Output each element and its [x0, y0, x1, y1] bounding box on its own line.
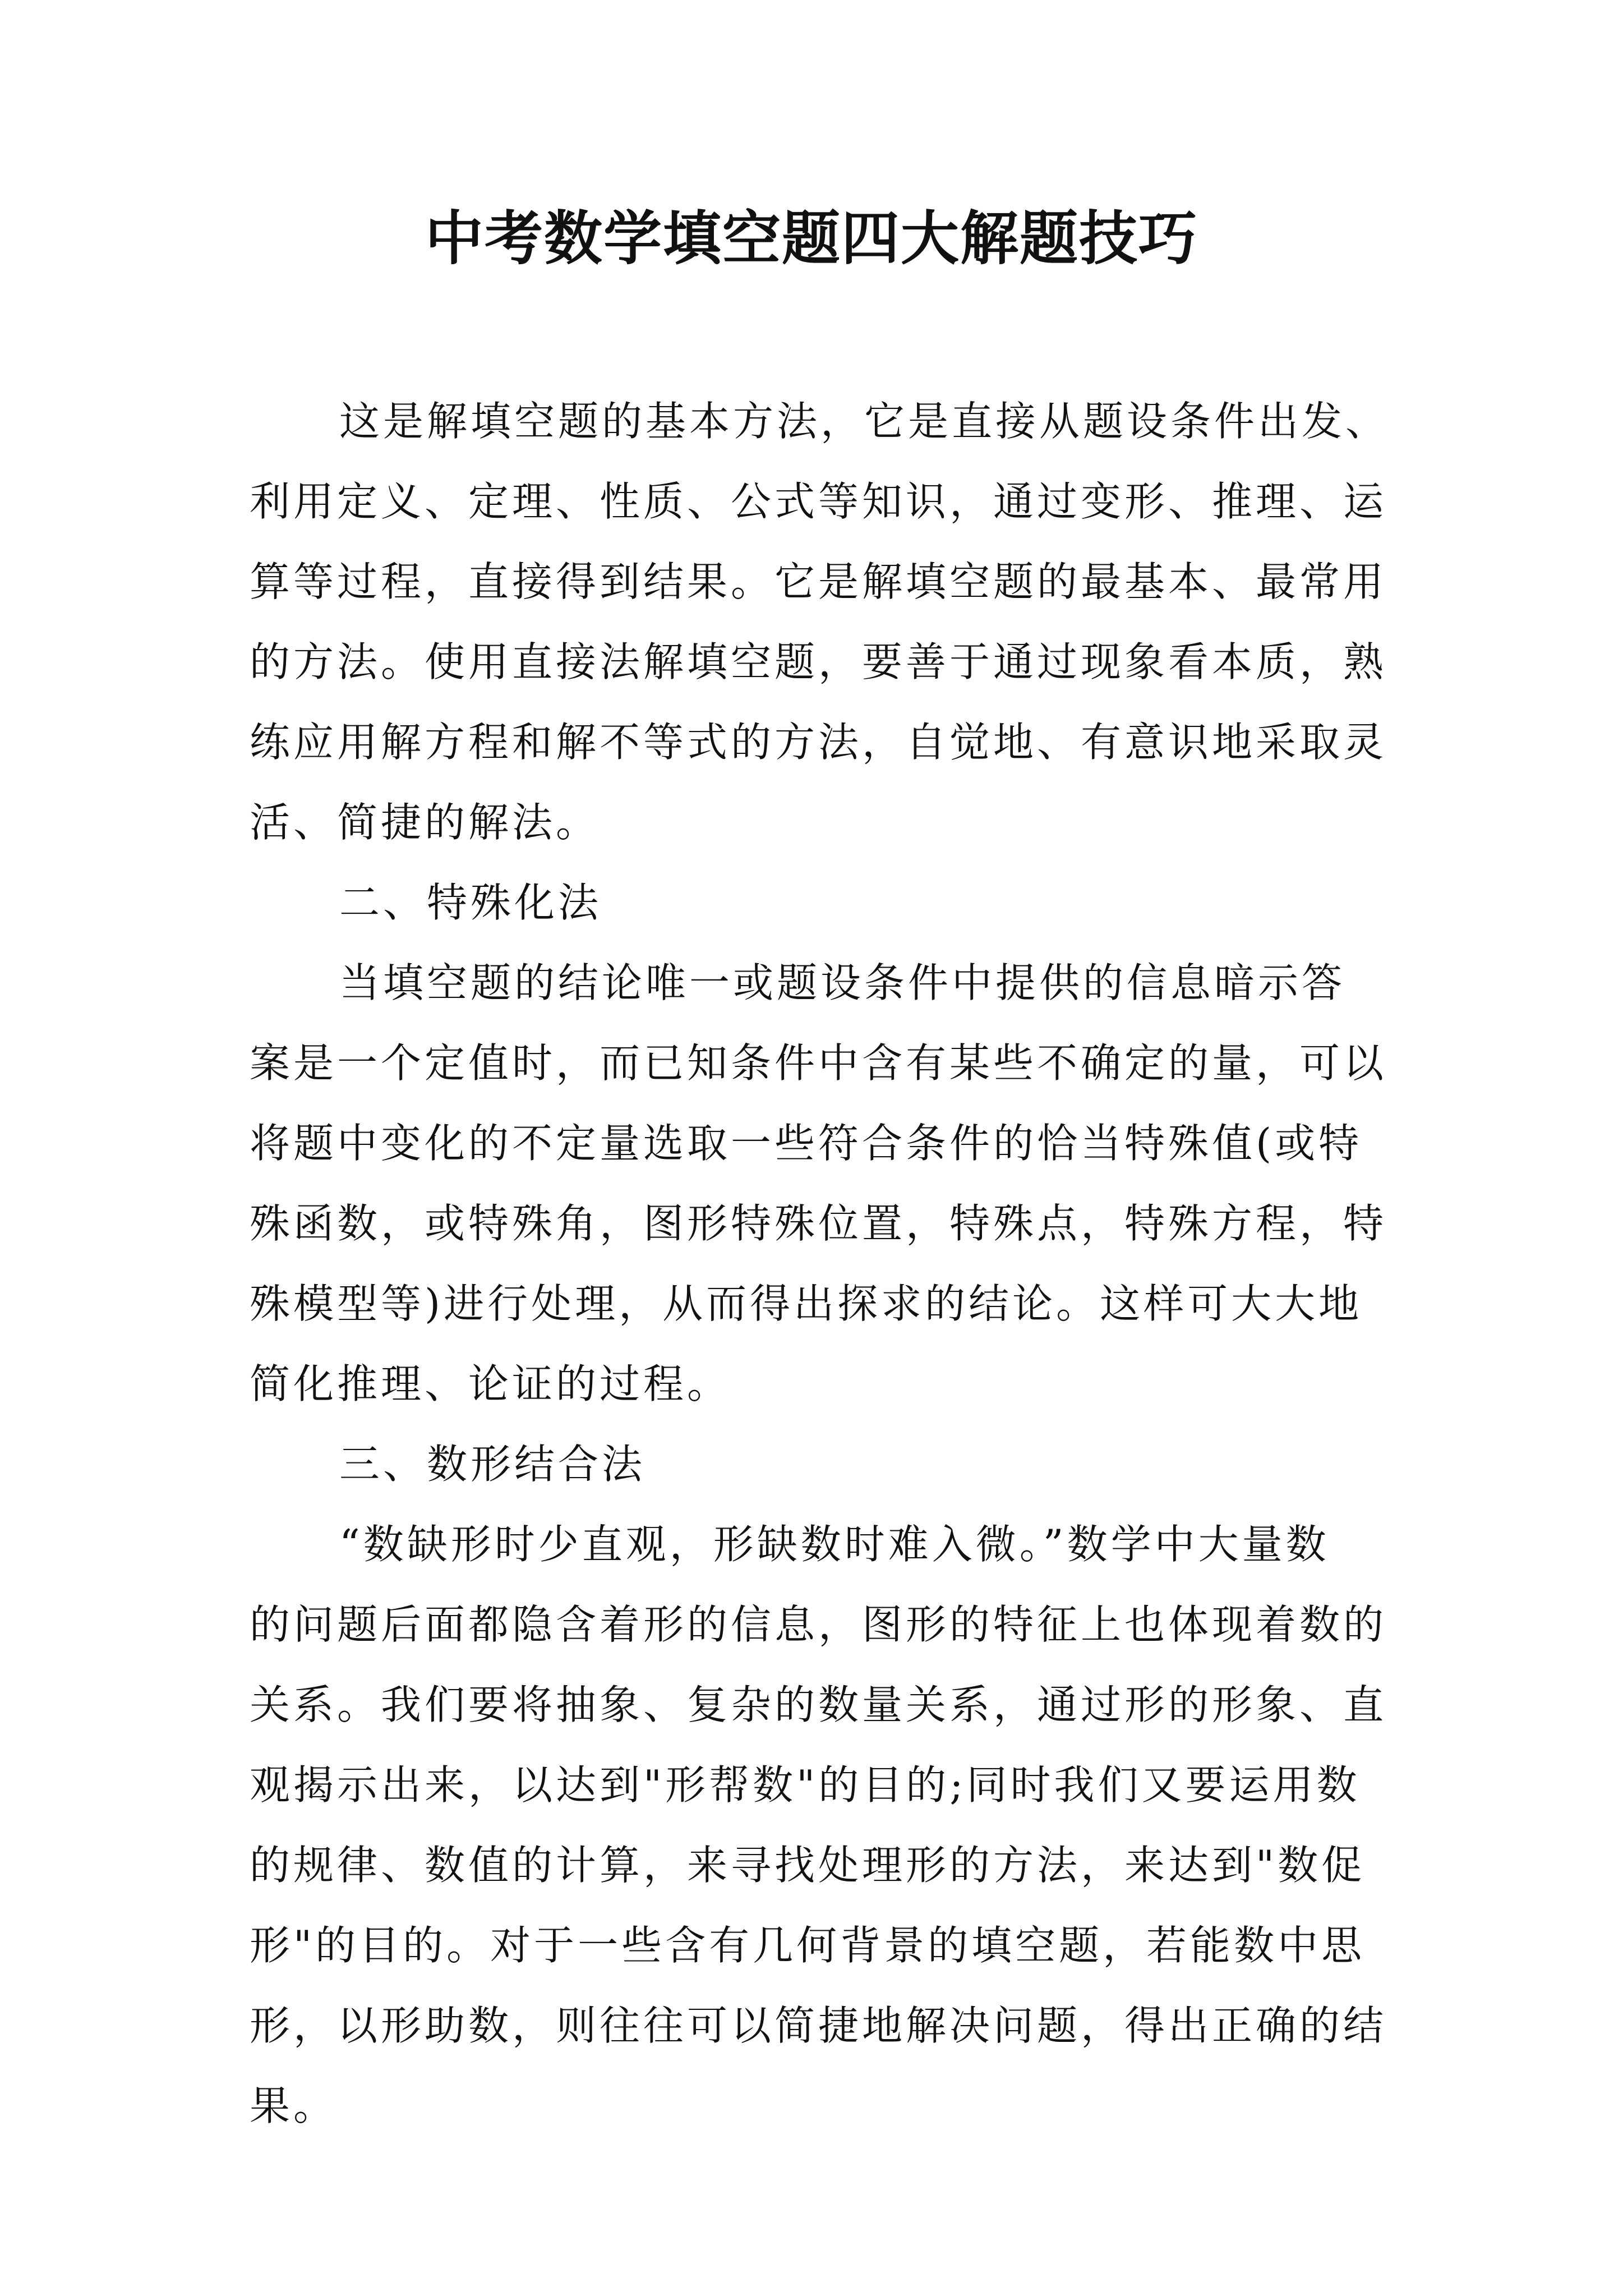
paragraph-line: 练应用解方程和解不等式的方法，自觉地、有意识地采取灵	[250, 719, 1387, 766]
paragraph-line: 形"的目的。对于一些含有几何背景的填空题，若能数中思	[250, 1922, 1366, 1969]
paragraph-line: 的问题后面都隐含着形的信息，图形的特征上也体现着数的	[250, 1601, 1387, 1648]
paragraph-line: 果。	[250, 2082, 338, 2129]
paragraph-line: 形，以形助数，则往往可以简捷地解决问题，得出正确的结	[250, 2002, 1387, 2049]
paragraph-line: 这是解填空题的基本方法，它是直接从题设条件出发、	[339, 398, 1390, 445]
document-title: 中考数学填空题四大解题技巧	[425, 204, 1198, 273]
paragraph-line: 算等过程，直接得到结果。它是解填空题的最基本、最常用	[250, 558, 1387, 605]
paragraph-line: 将题中变化的不定量选取一些符合条件的恰当特殊值(或特	[250, 1120, 1363, 1167]
paragraph-line: 案是一个定值时，而已知条件中含有某些不确定的量，可以	[250, 1039, 1387, 1087]
paragraph-line: 观揭示出来，以达到"形帮数"的目的;同时我们又要运用数	[250, 1761, 1361, 1809]
paragraph-line: 关系。我们要将抽象、复杂的数量关系，通过形的形象、直	[250, 1681, 1387, 1728]
paragraph-line: 利用定义、定理、性质、公式等知识，通过变形、推理、运	[250, 478, 1387, 525]
section-heading: 二、特殊化法	[339, 879, 602, 926]
paragraph-line: 当填空题的结论唯一或题设条件中提供的信息暗示答	[339, 959, 1346, 1006]
paragraph-line: 的规律、数值的计算，来寻找处理形的方法，来达到"数促	[250, 1842, 1366, 1889]
document-body	[250, 381, 1394, 2146]
paragraph-line: “数缺形时少直观，形缺数时难入微。”数学中大量数	[339, 1521, 1330, 1568]
section-heading: 三、数形结合法	[339, 1441, 646, 1488]
paragraph-line: 殊函数，或特殊角，图形特殊位置，特殊点，特殊方程，特	[250, 1200, 1387, 1247]
paragraph-line: 简化推理、论证的过程。	[250, 1360, 731, 1407]
paragraph-line: 殊模型等)进行处理，从而得出探求的结论。这样可大大地	[250, 1280, 1363, 1327]
paragraph-line: 的方法。使用直接法解填空题，要善于通过现象看本质，熟	[250, 638, 1387, 685]
paragraph-line: 活、简捷的解法。	[250, 799, 600, 846]
